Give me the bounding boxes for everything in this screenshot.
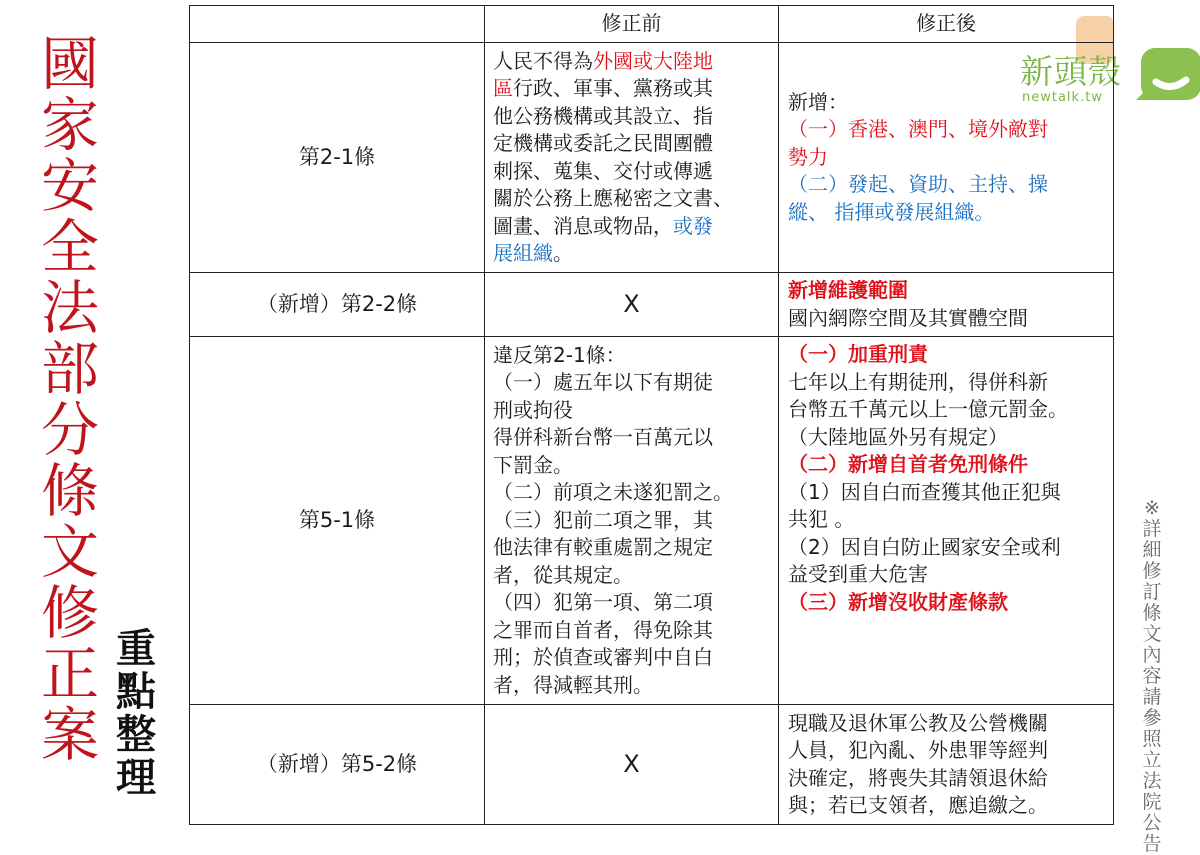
article-cell: 第2-1條 [190, 43, 485, 273]
text-line [788, 277, 1107, 305]
text-run: 之罪而自首者，得免除其 [493, 617, 713, 642]
text-run: 行政、軍事、黨務或其 [513, 76, 713, 100]
text-line [788, 765, 1107, 793]
text-run: 展組織 [493, 241, 553, 265]
text-line [788, 171, 1107, 199]
amendment-table [189, 5, 1114, 825]
text-line [788, 506, 1107, 534]
text-line [493, 617, 772, 645]
text-run: 人民不得為 [493, 48, 593, 73]
text-run: 國內網際空間及其實體空間 [788, 305, 1028, 330]
text-run: （大陸地區外另有規定） [788, 424, 1008, 449]
table-header-row [190, 6, 1114, 43]
text-run: 違反第2-1條： [493, 342, 626, 367]
text-line [493, 479, 772, 507]
text-line [493, 240, 772, 268]
text-run: （二）前項之未遂犯罰之。 [493, 480, 733, 505]
header-article [190, 6, 485, 43]
text-line [788, 341, 1107, 369]
text-run: 定機構或委託之民間團體 [493, 131, 713, 155]
table-row [190, 273, 1114, 337]
text-line [493, 672, 772, 700]
text-run: 縱、 指揮或發展組織。 [788, 199, 995, 224]
text-line [493, 644, 772, 672]
text-run: 區 [493, 76, 513, 100]
text-run: 或發 [673, 213, 713, 238]
text-line [788, 305, 1107, 333]
text-run: 外國或大陸地 [593, 48, 713, 73]
text-run: 刑；於偵查或審判中自白 [493, 645, 713, 670]
text-line [493, 158, 772, 186]
text-run: 。 [553, 241, 573, 265]
table-row [190, 705, 1114, 825]
logo-url: newtalk.tw [1022, 90, 1103, 105]
text-line [788, 534, 1107, 562]
text-run: （一）香港、澳門、境外敵對 [788, 117, 1048, 142]
after-cell [779, 43, 1114, 273]
text-run: 台幣五千萬元以上一億元罰金。 [788, 397, 1068, 421]
text-run: 共犯 。 [788, 507, 855, 531]
article-cell: 第5-1條 [190, 337, 485, 705]
text-line [493, 75, 772, 103]
text-run: 現職及退休軍公教及公營機關 [788, 710, 1048, 735]
text-run: （一）加重刑責 [788, 342, 928, 366]
text-line [493, 562, 772, 590]
text-run: （1）因自白而查獲其他正犯與 [788, 479, 1061, 504]
before-cell [485, 43, 779, 273]
logo-name: 新頭殼 [1020, 52, 1122, 91]
after-cell [779, 337, 1114, 705]
text-run: 新增維護範圍 [788, 278, 908, 302]
text-run: （四）犯第一項、第二項 [493, 590, 713, 615]
text-run: 關於公務上應秘密之文書、 [493, 186, 733, 210]
text-run: 新增： [788, 89, 848, 114]
text-line [788, 710, 1107, 738]
text-run: （三）犯前二項之罪，其 [493, 507, 713, 532]
text-run: 者，得減輕其刑。 [493, 672, 653, 697]
text-run: 圖畫、消息或物品， [493, 213, 673, 238]
text-line [493, 48, 772, 76]
after-cell [779, 705, 1114, 825]
text-line [788, 144, 1107, 172]
text-run: （二）新增自首者免刑條件 [788, 452, 1028, 476]
text-line [788, 396, 1107, 424]
text-run: 與；若已支領者，應追繳之。 [788, 793, 1048, 817]
text-line [788, 89, 1107, 117]
text-line [493, 369, 772, 397]
text-run: （三）新增沒收財產條款 [788, 589, 1008, 614]
table-row [190, 337, 1114, 705]
text-run: 決確定，將喪失其請領退休給 [788, 765, 1048, 790]
text-run: （一）處五年以下有期徒 [493, 370, 713, 395]
text-line [493, 507, 772, 535]
text-run: 刑或拘役 [493, 397, 573, 422]
text-line [788, 589, 1107, 617]
text-run: （二）發起、資助、主持、操 [788, 172, 1048, 197]
page-subtitle: 重點整理 [116, 626, 156, 801]
text-line [493, 452, 772, 480]
text-line [493, 342, 772, 370]
text-run: 下罰金。 [493, 452, 573, 477]
text-line [493, 103, 772, 131]
text-run: 益受到重大危害 [788, 562, 928, 586]
text-line [788, 369, 1107, 397]
before-cell-none: X [485, 705, 779, 825]
article-cell: （新增）第2-2條 [190, 273, 485, 337]
text-run: 人員，犯內亂、外患罪等經判 [788, 738, 1048, 762]
text-line [788, 199, 1107, 227]
side-note: ※詳細修訂條文內容請參照立法院公告 [1142, 497, 1162, 855]
text-run: 勢力 [788, 144, 828, 169]
text-run: 他公務機構或其設立、指 [493, 103, 713, 128]
text-line [493, 589, 772, 617]
text-line [493, 534, 772, 562]
before-cell-none: X [485, 273, 779, 337]
header-before: 修正前 [485, 6, 779, 43]
before-cell [485, 337, 779, 705]
text-line [788, 737, 1107, 765]
text-run: 得併科新台幣一百萬元以 [493, 425, 713, 450]
text-run: 七年以上有期徒刑，得併科新 [788, 369, 1048, 394]
text-line [788, 451, 1107, 479]
text-line [788, 479, 1107, 507]
after-cell [779, 273, 1114, 337]
text-line [493, 185, 772, 213]
text-line [788, 424, 1107, 452]
text-line [493, 130, 772, 158]
text-line [493, 213, 772, 241]
article-cell: （新增）第5-2條 [190, 705, 485, 825]
page-title: 國家安全法部分條文修正案 [40, 30, 99, 769]
text-run: 者，從其規定。 [493, 562, 633, 587]
text-run: 他法律有較重處罰之規定 [493, 535, 713, 560]
header-after: 修正後 [779, 6, 1114, 43]
text-line [788, 561, 1107, 589]
text-line [493, 397, 772, 425]
table-row [190, 43, 1114, 273]
text-line [788, 792, 1107, 820]
text-run: （2）因自白防止國家安全或利 [788, 534, 1061, 559]
text-run: 刺探、蒐集、交付或傳遞 [493, 158, 713, 183]
text-line [788, 116, 1107, 144]
text-line [493, 424, 772, 452]
